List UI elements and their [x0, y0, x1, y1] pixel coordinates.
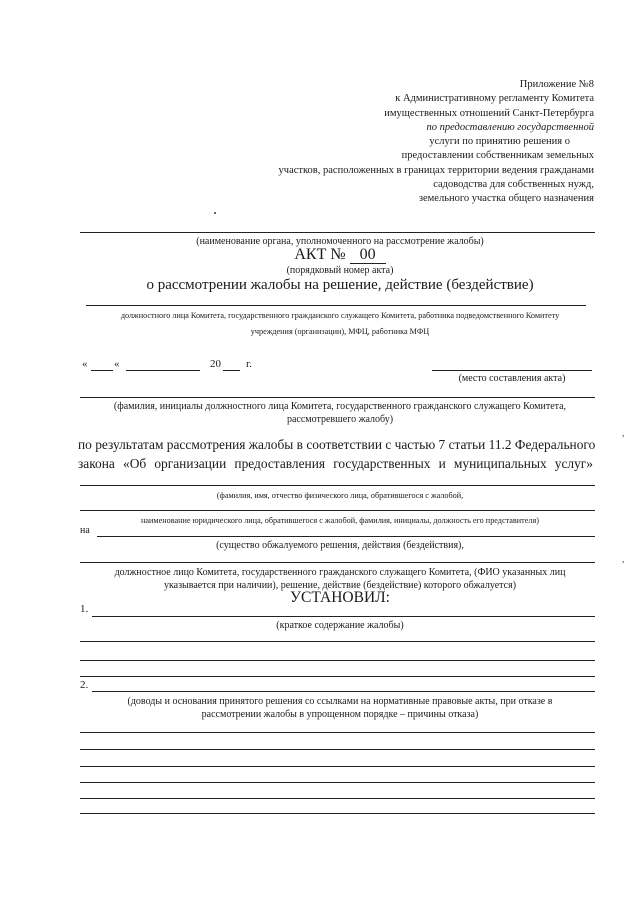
appendix-header — [234, 78, 594, 207]
margin-mark: , — [622, 428, 625, 438]
reasons-line — [80, 798, 595, 799]
reviewer-caption-1: (фамилия, инициалы должностного лица Комитета, государственного гражданского служащего Комитета, — [113, 401, 567, 412]
legal-line — [80, 510, 595, 511]
header-line: имущественных отношений Санкт-Петербурга — [384, 107, 594, 119]
header-line: земельного участка общего назначения — [418, 193, 594, 205]
official-line — [86, 305, 586, 306]
place-line — [432, 370, 592, 371]
established-heading: УСТАНОВИЛ: — [290, 589, 390, 606]
margin-mark: , — [622, 554, 625, 564]
reasons-line — [80, 766, 595, 767]
summary-line — [80, 641, 595, 642]
place-caption: (место составления акта) — [458, 373, 566, 384]
speck-mark — [214, 212, 216, 214]
basis-line-1: по результатам рассмотрения жалобы в соответствии с частью 7 статьи 11.2 Федерального — [78, 437, 596, 452]
item-2-line — [92, 691, 595, 692]
reasons-line — [80, 749, 595, 750]
basis-line-2: закона «Об организации предоставления государственных и муниципальных услуг» — [78, 456, 593, 471]
date-quote-open: « — [82, 358, 88, 370]
date-year-prefix: 20 — [210, 358, 221, 370]
organ-caption: (наименование органа, уполномоченного на рассмотрение жалобы) — [196, 236, 484, 247]
summary-line — [80, 676, 595, 677]
date-day-line — [91, 370, 113, 371]
reasons-line — [80, 732, 595, 733]
on-label: на — [80, 525, 90, 536]
act-number: 00 — [350, 247, 386, 264]
reasons-line — [80, 813, 595, 814]
header-line: садоводства для собственных нужд, — [433, 179, 594, 191]
appealed-caption-1: должностное лицо Комитета, государственного гражданского служащего Комитета, (ФИО указанных лиц — [114, 567, 566, 578]
date-month-line — [126, 370, 200, 371]
header-line: Приложение №8 — [519, 79, 594, 90]
summary-line — [80, 660, 595, 661]
reasons-line — [80, 782, 595, 783]
date-quote-close: « — [114, 358, 120, 370]
reasons-caption-2: рассмотрении жалобы в упрощенном порядке – причины отказа) — [201, 709, 479, 720]
header-line: услуги по принятию решения о — [429, 136, 570, 148]
act-title-prefix: АКТ № — [294, 246, 346, 263]
header-line: участков, расположенных в границах территории ведения гражданами — [278, 164, 594, 176]
essence-caption: (существо обжалуемого решения, действия (бездействия), — [216, 540, 464, 551]
organ-line — [80, 232, 595, 233]
act-number-caption: (порядковый номер акта) — [286, 265, 394, 276]
official-caption-2: учреждения (организации), МФЦ, работника МФЦ — [250, 327, 430, 336]
reasons-caption-1: (доводы и основания принятого решения со ссылками на нормативные правовые акты, при отказе в — [127, 696, 553, 707]
act-subject: о рассмотрении жалобы на решение, действие (бездействие) — [146, 277, 534, 293]
date-year-suffix: г. — [246, 358, 253, 370]
item-1-line — [92, 616, 595, 617]
reviewer-caption-2: рассмотревшего жалобу) — [286, 414, 394, 425]
header-line: предоставлении собственникам земельных — [401, 150, 594, 162]
date-year-line — [223, 370, 240, 371]
appealed-line — [80, 562, 595, 563]
person-line — [80, 485, 595, 486]
appealed-caption-2: указывается при наличии), решение, действие (бездействие) которого обжалуется) — [163, 580, 517, 591]
person-caption: (фамилия, имя, отчество физического лица, обратившегося с жалобой, — [216, 491, 464, 500]
header-line: к Административному регламенту Комитета — [395, 93, 594, 105]
essence-line — [97, 536, 595, 537]
item-1-label: 1. — [80, 603, 89, 615]
act-title — [80, 246, 600, 264]
item-2-label: 2. — [80, 679, 89, 691]
reviewer-line — [80, 397, 595, 398]
legal-caption: наименование юридического лица, обратившегося с жалобой, фамилия, инициалы, должность его представителя) — [141, 516, 539, 525]
summary-caption: (краткое содержание жалобы) — [276, 620, 404, 631]
official-caption-1: должностного лица Комитета, государственного гражданского служащего Комитета, работника подведомственного Комитету — [120, 311, 560, 320]
header-line: по предоставлению государственной — [426, 121, 594, 133]
